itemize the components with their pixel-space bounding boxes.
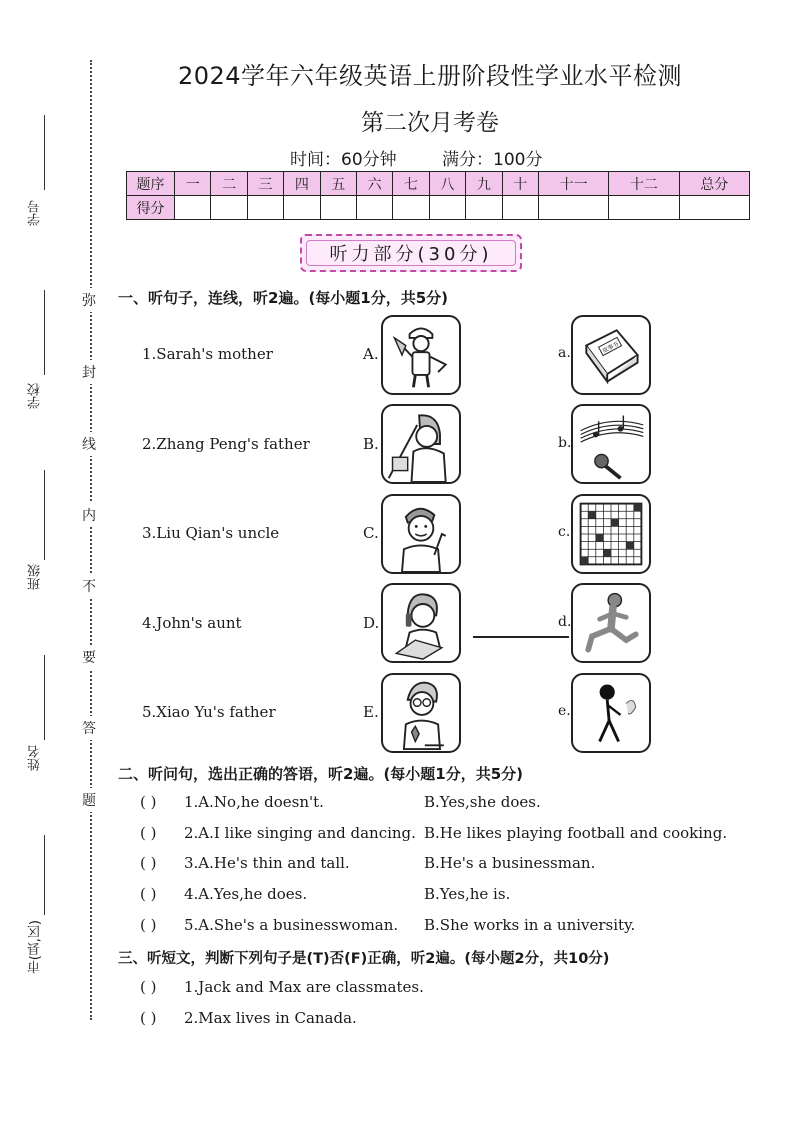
field-line bbox=[44, 835, 45, 915]
option-letter-E: E. bbox=[363, 703, 379, 721]
seal-dashed-line bbox=[90, 60, 92, 1020]
row-head-score: 得分 bbox=[127, 196, 175, 220]
score-cell[interactable] bbox=[502, 196, 538, 220]
firefighter-icon bbox=[383, 317, 459, 393]
section1-title: 一、听句子，连线，听2遍。(每小题1分，共5分) bbox=[118, 289, 449, 307]
score-cell[interactable] bbox=[247, 196, 283, 220]
score-cell[interactable] bbox=[429, 196, 465, 220]
score-cell[interactable] bbox=[284, 196, 320, 220]
option-letter-b: b. bbox=[558, 435, 572, 451]
option-a: 2.A.I like singing and dancing. bbox=[184, 824, 416, 842]
question-2-2 bbox=[140, 824, 416, 842]
field-student-id: 学号 bbox=[28, 200, 43, 226]
field-school: 学校 bbox=[28, 383, 43, 409]
example-match-line bbox=[473, 636, 569, 638]
section2-title: 二、听问句，选出正确的答语，听2遍。(每小题1分，共5分) bbox=[118, 765, 524, 783]
answer-blank[interactable]: ( ) bbox=[140, 854, 157, 872]
option-letter-D: D. bbox=[363, 614, 380, 632]
col-header: 四 bbox=[284, 172, 320, 196]
option-letter-C: C. bbox=[363, 524, 379, 542]
score-cell[interactable] bbox=[356, 196, 392, 220]
question-2-4 bbox=[140, 885, 308, 903]
option-b: B.She works in a university. bbox=[424, 916, 636, 934]
question-2-1 bbox=[140, 793, 324, 811]
field-line bbox=[44, 470, 45, 560]
row-head-order: 题序 bbox=[127, 172, 175, 196]
score-cell[interactable] bbox=[679, 196, 749, 220]
walking-person-icon bbox=[573, 675, 649, 751]
option-a: 5.A.She's a businesswoman. bbox=[184, 916, 399, 934]
statement-text: 1.Jack and Max are classmates. bbox=[184, 978, 424, 996]
col-header: 五 bbox=[320, 172, 356, 196]
field-line bbox=[44, 115, 45, 190]
banner-border bbox=[306, 240, 516, 266]
listening-banner bbox=[300, 234, 522, 272]
score-header-row bbox=[127, 172, 750, 196]
col-header: 三 bbox=[247, 172, 283, 196]
businesswoman-icon bbox=[383, 585, 459, 661]
man-icon bbox=[383, 496, 459, 572]
seal-char: 题 bbox=[82, 788, 96, 812]
answer-blank[interactable]: ( ) bbox=[140, 1009, 157, 1027]
answer-blank[interactable]: ( ) bbox=[140, 885, 157, 903]
answer-blank[interactable]: ( ) bbox=[140, 793, 157, 811]
option-letter-e: e. bbox=[558, 703, 571, 719]
picture-c-sudoku[interactable] bbox=[571, 494, 651, 574]
picture-b-singing[interactable] bbox=[571, 404, 651, 484]
option-letter-a: a. bbox=[558, 345, 571, 361]
option-letter-c: c. bbox=[558, 524, 571, 540]
score-cell[interactable] bbox=[538, 196, 608, 220]
score-cell[interactable] bbox=[466, 196, 502, 220]
question-3-1 bbox=[140, 978, 424, 996]
col-header: 七 bbox=[393, 172, 429, 196]
question-3-2 bbox=[140, 1009, 357, 1027]
field-district: 市(县,区) bbox=[28, 920, 43, 974]
option-a: 4.A.Yes,he does. bbox=[184, 885, 308, 903]
col-header: 九 bbox=[466, 172, 502, 196]
exam-info bbox=[290, 145, 583, 170]
option-b: B.Yes,he is. bbox=[424, 885, 511, 903]
section3-title: 三、听短文，判断下列句子是(T)否(F)正确，听2遍。(每小题2分，共10分) bbox=[118, 951, 610, 967]
answer-blank[interactable]: ( ) bbox=[140, 824, 157, 842]
scientist-icon bbox=[383, 675, 459, 751]
field-line bbox=[44, 655, 45, 740]
full-marks: 满分：100分 bbox=[442, 150, 543, 170]
seal-char: 答 bbox=[82, 716, 96, 740]
col-header: 总分 bbox=[679, 172, 749, 196]
score-cell[interactable] bbox=[320, 196, 356, 220]
score-value-row bbox=[127, 196, 750, 220]
exam-subtitle: 第二次月考卷 bbox=[361, 110, 499, 136]
picture-E-scientist[interactable] bbox=[381, 673, 461, 753]
statement-text: 2.Max lives in Canada. bbox=[184, 1009, 357, 1027]
col-header: 十二 bbox=[609, 172, 679, 196]
sudoku-grid-icon bbox=[573, 496, 649, 572]
time-limit: 时间：60分钟 bbox=[290, 150, 397, 170]
match-item-5: 5.Xiao Yu's father bbox=[142, 703, 276, 721]
match-item-4: 4.John's aunt bbox=[142, 614, 242, 632]
option-b: B.He's a businessman. bbox=[424, 854, 596, 872]
seal-char: 内 bbox=[82, 503, 96, 527]
seal-char: 线 bbox=[82, 432, 96, 456]
picture-A-firefighter[interactable] bbox=[381, 315, 461, 395]
option-b: B.Yes,she does. bbox=[424, 793, 541, 811]
runner-icon bbox=[573, 585, 649, 661]
match-item-2: 2.Zhang Peng's father bbox=[142, 435, 310, 453]
answer-blank[interactable]: ( ) bbox=[140, 978, 157, 996]
score-cell[interactable] bbox=[175, 196, 211, 220]
book-title-text: 故事书 bbox=[601, 341, 620, 355]
field-class: 班级 bbox=[28, 564, 43, 590]
score-cell[interactable] bbox=[609, 196, 679, 220]
field-line bbox=[44, 290, 45, 375]
picture-C-man-thinking[interactable] bbox=[381, 494, 461, 574]
match-item-3: 3.Liu Qian's uncle bbox=[142, 524, 280, 542]
exam-title: 2024学年六年级英语上册阶段性学业水平检测 bbox=[177, 62, 683, 90]
seal-char: 不 bbox=[82, 574, 96, 598]
col-header: 一 bbox=[175, 172, 211, 196]
score-cell[interactable] bbox=[393, 196, 429, 220]
seal-char: 弥 bbox=[82, 288, 96, 312]
option-letter-d: d. bbox=[558, 614, 572, 630]
microphone-music-icon bbox=[573, 406, 649, 482]
match-item-1: 1.Sarah's mother bbox=[142, 345, 273, 363]
field-name: 姓名 bbox=[28, 745, 43, 771]
picture-B-woman-painting[interactable] bbox=[381, 404, 461, 484]
option-letter-B: B. bbox=[363, 435, 379, 453]
col-header: 十 bbox=[502, 172, 538, 196]
option-a: 1.A.No,he doesn't. bbox=[184, 793, 324, 811]
picture-a-storybook[interactable] bbox=[571, 315, 651, 395]
col-header: 十一 bbox=[538, 172, 608, 196]
book-icon bbox=[573, 317, 649, 393]
picture-e-walking[interactable] bbox=[571, 673, 651, 753]
answer-blank[interactable]: ( ) bbox=[140, 916, 157, 934]
col-header: 二 bbox=[211, 172, 247, 196]
option-b: B.He likes playing football and cooking. bbox=[424, 824, 728, 842]
option-a: 3.A.He's thin and tall. bbox=[184, 854, 350, 872]
score-table bbox=[126, 171, 750, 220]
col-header: 八 bbox=[429, 172, 465, 196]
painter-icon bbox=[383, 406, 459, 482]
score-cell[interactable] bbox=[211, 196, 247, 220]
option-letter-A: A. bbox=[363, 345, 379, 363]
col-header: 六 bbox=[356, 172, 392, 196]
question-2-3 bbox=[140, 854, 350, 872]
seal-char: 封 bbox=[82, 360, 96, 384]
seal-char: 要 bbox=[82, 645, 96, 669]
picture-d-running[interactable] bbox=[571, 583, 651, 663]
picture-D-woman-phone[interactable] bbox=[381, 583, 461, 663]
question-2-5 bbox=[140, 916, 399, 934]
banner-text: 听力部分(30分) bbox=[329, 244, 493, 265]
